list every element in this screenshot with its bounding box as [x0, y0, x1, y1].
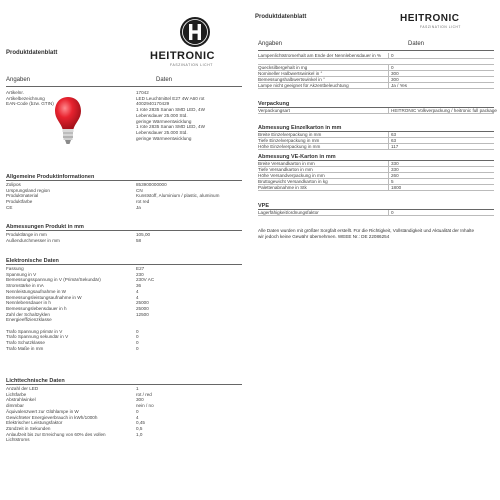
- datasheet-page-2: [250, 0, 500, 500]
- row-value: 105,00: [136, 232, 151, 237]
- row-value: 1: [136, 386, 139, 391]
- row-label: Zahl der Schaltzyklen: [6, 311, 50, 317]
- row-value: 0: [136, 328, 139, 334]
- header-angaben: Angaben: [6, 77, 31, 83]
- row-label: Lagerfähigkeit/ordnungsfaktor: [258, 210, 319, 215]
- row-label: Höhe Versandverpackung in mm: [258, 172, 325, 178]
- row-value: 63: [388, 132, 396, 137]
- row-label: Ursprungsland region: [6, 187, 50, 193]
- row-value: 58: [136, 237, 142, 243]
- row-value: 0,5: [136, 425, 143, 431]
- row-value: Lebensdauer 25.000 Std.: [136, 129, 188, 135]
- brand-tagline: FASZINATION LICHT: [170, 63, 213, 67]
- row-value: geringe Wärmeentwicklung: [136, 135, 192, 141]
- row-value: Ja / Yes: [388, 83, 407, 88]
- row-value: 0: [136, 340, 139, 346]
- divider: [6, 86, 242, 87]
- row-value: 4: [136, 294, 139, 300]
- row-value: 0: [388, 210, 394, 215]
- header-daten: Daten: [156, 77, 173, 83]
- heitronic-h-icon: [180, 17, 210, 47]
- brand-tagline: FASZINATION LICHT: [420, 25, 461, 29]
- row-label: EAN-Code (bzw. GTIN): [6, 101, 54, 107]
- row-label: Bemessungsleistungsaufnahme in W: [6, 294, 82, 300]
- row-label: Nomineller Halbwertswinkel in °: [258, 70, 323, 76]
- row-value: 25000: [136, 305, 149, 311]
- section-divider: [6, 230, 242, 231]
- row-label: Trafo Schutzklasse: [6, 340, 45, 346]
- table-header: [258, 40, 494, 49]
- row-label: Bruttogewicht Versandkarton in kg: [258, 178, 328, 184]
- row-value: 1 rote 2835 Sanan SMD LED, 4W: [136, 107, 205, 113]
- row-label: Breite Einzelverpackung in mm: [258, 132, 322, 137]
- row-label: Äquivalenzwert zur Glühlampe in W: [6, 408, 79, 414]
- row-label: Fassung: [6, 266, 24, 271]
- brand-name: HEITRONIC: [400, 13, 460, 24]
- row-value: 330: [388, 167, 399, 172]
- row-label: Produktmaterial: [6, 193, 39, 199]
- row-label: Verpackungsart: [258, 108, 290, 113]
- row-label: dimmbar: [6, 403, 24, 409]
- row-value: 0: [136, 345, 139, 351]
- section-divider: [6, 264, 242, 265]
- row-value: 0: [388, 53, 394, 58]
- row-value: 230V AC: [136, 277, 155, 283]
- row-value: 0: [388, 65, 394, 70]
- row-value: 0,45: [136, 420, 145, 426]
- table-row: [258, 83, 494, 89]
- disclaimer-line-2: wir jedoch keine Gewähr übernehmen. WEEE Nr.: DE 22086254: [258, 233, 390, 239]
- row-label: Lampenlichtstromerhalt am Ende der Nennlebensdauer in %: [258, 53, 382, 58]
- disclaimer-line-1: Alle Daten wurden mit größter Sorgfalt erstellt. Für die Richtigkeit, Vollständigkeit und Aktualität der Inhalte: [258, 228, 475, 233]
- row-value: 0: [136, 408, 139, 414]
- table-row: [6, 437, 242, 443]
- section-divider: [6, 384, 242, 385]
- row-label: Außendurchmesser in mm: [6, 237, 60, 243]
- row-label: Höhe Einzelverpackung in mm: [258, 143, 321, 149]
- disclaimer-note: [258, 228, 498, 239]
- datasheet-page-1: [0, 0, 247, 500]
- table-header: [6, 76, 242, 85]
- row-value: 4: [136, 414, 139, 420]
- section-title: Verpackung: [258, 101, 290, 107]
- row-value: 853900000000: [136, 182, 167, 187]
- header-angaben: Angaben: [258, 41, 283, 47]
- table-row: [6, 136, 242, 142]
- section-title: Elektronische Daten: [6, 258, 59, 264]
- row-label: Nennleistungsaufnahme in W: [6, 288, 67, 294]
- page-title: Produktdatenblatt: [255, 14, 307, 20]
- row-value: rot / red: [136, 391, 152, 397]
- row-value: nein / no: [136, 403, 154, 409]
- page-title: Produktdatenblatt: [6, 50, 58, 56]
- row-label: Trafo Spannung sekundär in V: [6, 334, 69, 340]
- row-label: Zündzeit in Sekunden: [6, 425, 51, 431]
- header-daten: Daten: [408, 41, 425, 47]
- row-value: 300: [136, 397, 144, 403]
- row-label: Abstrahlwinkel: [6, 397, 36, 403]
- row-label: Artikelbezeichnung: [6, 95, 45, 101]
- row-label: Quecksilbergehalt in mg: [258, 64, 308, 70]
- row-value: CN: [136, 187, 143, 193]
- row-value: 4: [136, 288, 139, 294]
- row-value: 300: [388, 71, 399, 76]
- row-label: Nennlebensdauer in h: [6, 300, 51, 306]
- row-label: Artikelnr.: [6, 90, 24, 95]
- divider: [258, 50, 494, 51]
- row-label: Anlaufzeit bis zur Erreichung von 60% des vollen: [6, 431, 106, 437]
- row-value: 25000: [136, 300, 149, 306]
- row-label: Bemessungslebensdauer in h: [6, 305, 67, 311]
- section-divider: [6, 180, 242, 181]
- row-label: Elektrischer Leistungsfaktor: [6, 420, 63, 426]
- row-value: Ja: [136, 204, 141, 210]
- row-label: Bemessungshalbwertswinkel in °: [258, 76, 325, 82]
- section-title: Abmessungen Produkt in mm: [6, 224, 84, 230]
- row-label: Lampe nicht geeignet für Akzentbeleuchtung: [258, 82, 349, 88]
- row-label: Lichtfarbe: [6, 391, 27, 397]
- row-value: 300: [388, 77, 399, 82]
- row-label: Zolipos: [6, 182, 21, 187]
- row-label: Trafo Spannung primär in V: [6, 328, 63, 334]
- row-label: Spannung in V: [6, 271, 37, 277]
- row-label: Breite Versandkarton in mm: [258, 161, 315, 166]
- section-title: Abmessung Einzelkarton in mm: [258, 125, 342, 131]
- row-label: Produktfarbe: [6, 199, 33, 205]
- row-value: 1 rote 2835 Sanan SMD LED, 4W: [136, 124, 205, 130]
- row-label: Tiefe Versandkarton in mm: [258, 166, 313, 172]
- row-label: CE: [6, 204, 13, 210]
- row-value: 0: [136, 334, 139, 340]
- table-row: [6, 205, 242, 211]
- row-label: Anzahl der LED: [6, 386, 39, 391]
- row-label: Trafo Maße in mm: [6, 345, 44, 351]
- row-label: Bemessungsspannung in V (Primär/Sekundär): [6, 277, 101, 283]
- row-label: Tiefe Einzelverpackung in mm: [258, 137, 320, 143]
- section-title: Allgemeine Produktinformationen: [6, 174, 95, 180]
- row-value: 117: [388, 144, 398, 149]
- row-value: 5: [388, 179, 394, 184]
- row-value: LED Leuchtmittel E27 4W A60 rot: [136, 95, 205, 101]
- row-value: 63: [388, 138, 396, 143]
- row-label: Lichtstroms: [6, 437, 30, 443]
- row-value: 230: [136, 271, 144, 277]
- table-row: [258, 144, 494, 150]
- row-value: 330: [388, 161, 399, 166]
- row-value: 1800: [388, 185, 401, 190]
- row-label: Energieeffizienzklasse: [6, 317, 52, 323]
- table-row: [6, 238, 242, 244]
- table-row: [258, 108, 497, 114]
- row-value: geringe Wärmeentwicklung: [136, 118, 192, 124]
- row-value: 12500: [136, 311, 149, 317]
- brand-name: HEITRONIC: [150, 50, 215, 62]
- table-row: [258, 210, 494, 216]
- section-title: Abmessung VE-Karton in mm: [258, 154, 336, 160]
- row-value: HEITRONIC Volkverpackung / heitronic full package: [388, 108, 497, 113]
- row-value: Lebensdauer 25.000 Std.: [136, 112, 188, 118]
- row-label: Palettenabnahme in Stk: [258, 184, 307, 190]
- row-label: Stromstärke in mA: [6, 283, 44, 289]
- row-value: rot red: [136, 199, 150, 205]
- row-value: 260: [388, 173, 399, 178]
- row-label: Produktlänge in mm: [6, 232, 47, 237]
- row-value: 1,0: [136, 431, 143, 437]
- row-value: Kunststoff, Aluminium / plastic, aluminum: [136, 193, 220, 199]
- row-value: 36: [136, 283, 142, 289]
- row-value: 4002940170429: [136, 101, 170, 107]
- table-row: [258, 185, 494, 191]
- table-row: [6, 346, 242, 352]
- row-value: E27: [136, 266, 145, 271]
- section-title: Lichttechnische Daten: [6, 378, 65, 384]
- row-value: 17042: [136, 90, 149, 95]
- section-title: VPE: [258, 203, 270, 209]
- row-label: Gewichteter Energieverbrauch in kWh/1000h: [6, 414, 98, 420]
